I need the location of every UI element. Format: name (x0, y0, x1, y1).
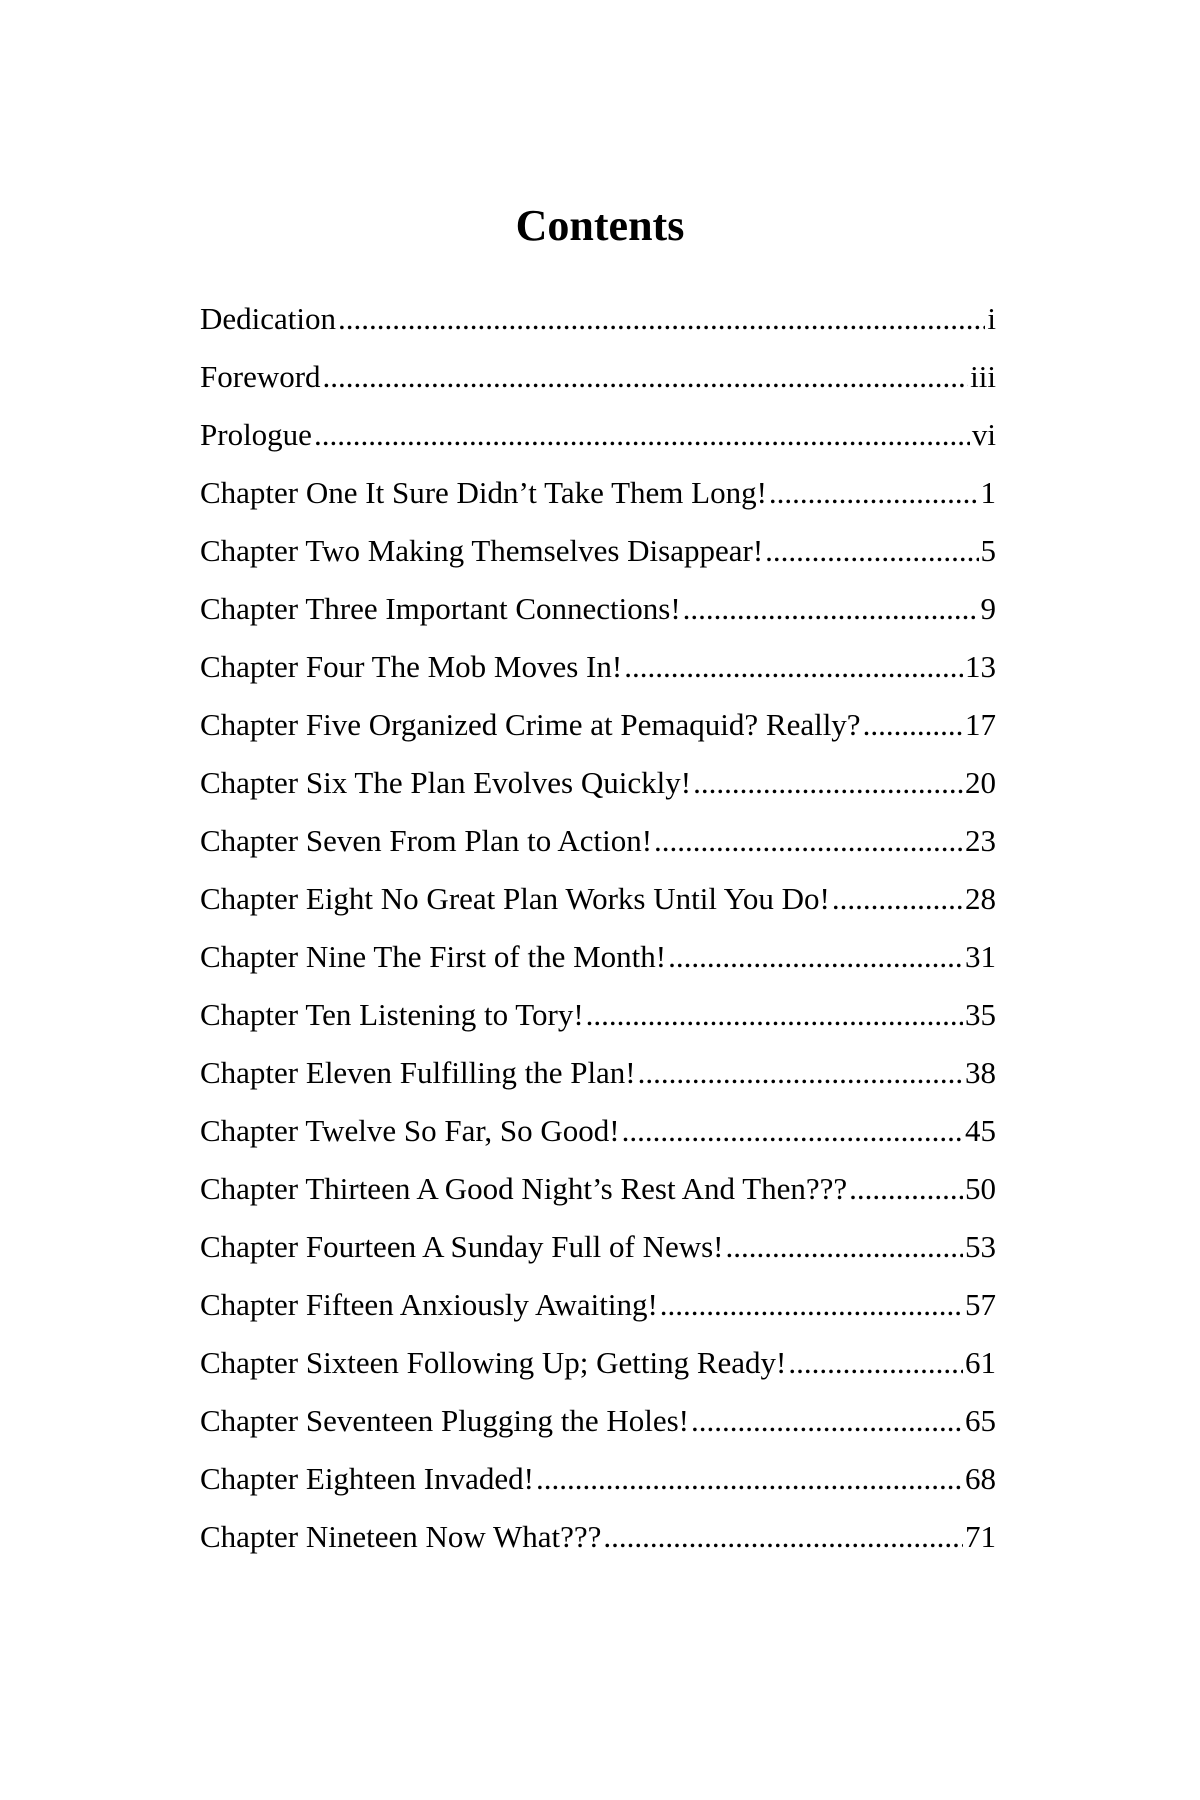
dot-leader (654, 812, 963, 870)
dot-leader (832, 870, 963, 928)
toc-entry-page-number: 71 (965, 1519, 996, 1554)
toc-entry-page-number: 45 (965, 1113, 996, 1148)
toc-entry-page-number: 9 (980, 591, 996, 626)
toc-entry-label: Chapter Nine The First of the Month! (200, 939, 667, 974)
dot-leader (314, 406, 970, 464)
toc-entry[interactable] (200, 464, 996, 522)
dot-leader (668, 928, 963, 986)
dot-leader (624, 638, 963, 696)
toc-entry-label: Chapter Nineteen Now What??? (200, 1519, 602, 1554)
toc-entry-page-number: iii (970, 359, 996, 394)
toc-entry[interactable] (200, 406, 996, 464)
toc-entry[interactable] (200, 1276, 996, 1334)
toc-entry[interactable] (200, 522, 996, 580)
toc-entry-page-number: 28 (965, 881, 996, 916)
toc-entry-label: Chapter Seven From Plan to Action! (200, 823, 653, 858)
toc-entry[interactable] (200, 754, 996, 812)
toc-entry[interactable] (200, 1508, 996, 1566)
toc-entry-label: Chapter Eight No Great Plan Works Until You Do! (200, 881, 830, 916)
toc-entry-label: Chapter Three Important Connections! (200, 591, 681, 626)
toc-entry-label: Chapter Fifteen Anxiously Awaiting! (200, 1287, 658, 1322)
dot-leader (788, 1334, 963, 1392)
toc-entry[interactable] (200, 1160, 996, 1218)
dot-leader (536, 1450, 963, 1508)
toc-entry-label: Chapter Eleven Fulfilling the Plan! (200, 1055, 636, 1090)
toc-entry-label: Prologue (200, 417, 312, 452)
toc-entry[interactable] (200, 1102, 996, 1160)
toc-entry[interactable] (200, 928, 996, 986)
toc-entry[interactable] (200, 696, 996, 754)
toc-entry-page-number: 13 (965, 649, 996, 684)
toc-entry[interactable] (200, 870, 996, 928)
toc-entry-page-number: 17 (965, 707, 996, 742)
toc-entry[interactable] (200, 1044, 996, 1102)
toc-entry[interactable] (200, 1218, 996, 1276)
dot-leader (769, 464, 979, 522)
toc-entry-label: Chapter One It Sure Didn’t Take Them Long! (200, 475, 767, 510)
toc-entry-label: Chapter Eighteen Invaded! (200, 1461, 534, 1496)
toc-entry[interactable] (200, 638, 996, 696)
toc-entry[interactable] (200, 348, 996, 406)
toc-entry-page-number: 31 (965, 939, 996, 974)
toc-entry-page-number: 57 (965, 1287, 996, 1322)
dot-leader (323, 348, 969, 406)
toc-entry-label: Chapter Four The Mob Moves In! (200, 649, 623, 684)
toc-entry-page-number: i (987, 301, 996, 336)
toc-entry-page-number: 38 (965, 1055, 996, 1090)
dot-leader (603, 1508, 963, 1566)
toc-entry-page-number: 50 (965, 1171, 996, 1206)
toc-entry-page-number: 53 (965, 1229, 996, 1264)
dot-leader (726, 1218, 963, 1276)
dot-leader (660, 1276, 963, 1334)
toc-entry-page-number: vi (971, 417, 996, 452)
toc-entry[interactable] (200, 1450, 996, 1508)
toc-entry[interactable] (200, 986, 996, 1044)
toc-entry-page-number: 68 (965, 1461, 996, 1496)
toc-entry[interactable] (200, 1334, 996, 1392)
toc-entry-page-number: 5 (980, 533, 996, 568)
toc-entry-page-number: 35 (965, 997, 996, 1032)
dot-leader (765, 522, 978, 580)
toc-entry-label: Chapter Six The Plan Evolves Quickly! (200, 765, 692, 800)
page-title: Contents (515, 201, 685, 250)
toc-entry-label: Chapter Thirteen A Good Night’s Rest And Then??? (200, 1171, 848, 1206)
toc-entry[interactable] (200, 1392, 996, 1450)
toc-entry-page-number: 65 (965, 1403, 996, 1438)
dot-leader (691, 1392, 963, 1450)
toc-entry-label: Chapter Sixteen Following Up; Getting Ready! (200, 1345, 787, 1380)
dot-leader (338, 290, 985, 348)
dot-leader (849, 1160, 963, 1218)
table-of-contents (200, 290, 996, 1566)
toc-entry[interactable] (200, 580, 996, 638)
toc-entry-label: Chapter Fourteen A Sunday Full of News! (200, 1229, 724, 1264)
toc-entry-page-number: 61 (965, 1345, 996, 1380)
toc-entry[interactable] (200, 290, 996, 348)
dot-leader (693, 754, 963, 812)
toc-entry-label: Chapter Twelve So Far, So Good! (200, 1113, 620, 1148)
dot-leader (863, 696, 963, 754)
toc-entry-page-number: 23 (965, 823, 996, 858)
toc-entry-label: Foreword (200, 359, 321, 394)
toc-entry[interactable] (200, 812, 996, 870)
toc-entry-label: Chapter Five Organized Crime at Pemaquid? Really? (200, 707, 861, 742)
toc-entry-label: Chapter Ten Listening to Tory! (200, 997, 584, 1032)
toc-entry-page-number: 20 (965, 765, 996, 800)
toc-entry-label: Dedication (200, 301, 337, 336)
toc-entry-label: Chapter Two Making Themselves Disappear! (200, 533, 764, 568)
dot-leader (622, 1102, 963, 1160)
toc-entry-label: Chapter Seventeen Plugging the Holes! (200, 1403, 690, 1438)
dot-leader (683, 580, 979, 638)
toc-entry-page-number: 1 (980, 475, 996, 510)
dot-leader (586, 986, 963, 1044)
dot-leader (638, 1044, 963, 1102)
